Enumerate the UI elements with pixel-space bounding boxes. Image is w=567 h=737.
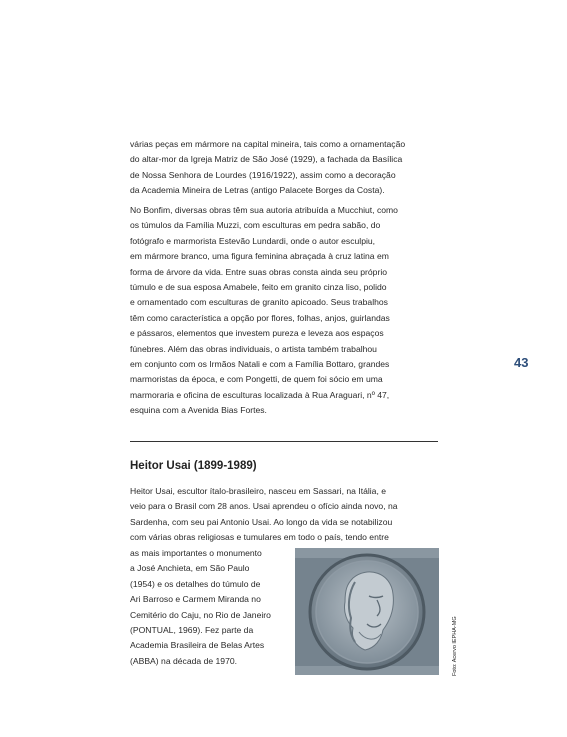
paragraph-line: têm como característica a opção por flores, folhas, anjos, guirlandas	[130, 312, 390, 323]
paragraph-line: os túmulos da Família Muzzi, com esculturas em pedra sabão, do	[130, 220, 381, 231]
section-heading: Heitor Usai (1899-1989)	[130, 460, 257, 472]
section-divider	[130, 441, 438, 442]
paragraph-line: e pássaros, elementos que investem pureza e leveza aos espaços	[130, 328, 384, 339]
paragraph-line: marmoristas da época, e com Pongetti, de quem foi sócio em uma	[130, 374, 383, 385]
paragraph-line: veio para o Brasil com 28 anos. Usai aprendeu o ofício ainda novo, na	[130, 501, 398, 512]
paragraph-line: várias peças em mármore na capital mineira, tais como a ornamentação	[130, 139, 406, 149]
paragraph-line: No Bonfim, diversas obras têm sua autoria atribuída a Mucchiut, como	[130, 205, 398, 215]
paragraph-line: (PONTUAL, 1969). Fez parte da	[130, 625, 254, 636]
paragraph-line: Cemitério do Caju, no Rio de Janeiro	[130, 609, 271, 620]
paragraph-line: com várias obras religiosas e tumulares em todo o país, tendo entre	[130, 532, 389, 543]
paragraph-line: Ari Barroso e Carmem Miranda no	[130, 594, 261, 605]
paragraph-line: Academia Brasileira de Belas Artes	[130, 640, 265, 651]
paragraph-line: (1954) e os detalhes do túmulo de	[130, 578, 261, 589]
paragraph-line: fotógrafo e marmorista Estevão Lundardi, onde o autor esculpiu,	[130, 235, 376, 246]
paragraph-line: a José Anchieta, em São Paulo	[130, 563, 250, 574]
paragraph-line: em conjunto com os Irmãos Natali e com a Família Bottaro, grandes	[130, 359, 390, 370]
paragraph-line: da Academia Mineira de Letras (antigo Palacete Borges da Costa).	[130, 185, 385, 196]
paragraph-3	[130, 484, 438, 546]
paragraph-line: forma de árvore da vida. Entre suas obras consta ainda seu próprio	[130, 266, 388, 277]
paragraph-line: (ABBA) na década de 1970.	[130, 655, 238, 666]
paragraph-1	[130, 137, 438, 199]
paragraph-line: esquina com a Avenida Bias Fortes.	[130, 405, 267, 416]
paragraph-line: Sardenha, com seu pai Antonio Usai. Ao longo da vida se notabilizou	[130, 516, 393, 527]
paragraph-line: túmulo e de sua esposa Amabele, feito em granito cinza liso, polido	[130, 282, 387, 293]
medallion-relief-icon	[295, 548, 439, 675]
paragraph-line: fúnebres. Além das obras individuais, o artista também trabalhou	[130, 343, 377, 354]
medallion-photo	[295, 548, 439, 675]
photo-credit: Foto: Acervo IEPHA-MG	[452, 616, 458, 676]
paragraph-line: e ornamentado com esculturas de granito apicoado. Seus trabalhos	[130, 297, 388, 308]
paragraph-line: as mais importantes o monumento	[130, 548, 262, 558]
paragraph-line: marmoraria e oficina de esculturas localizada à Rua Araguari, nº 47,	[130, 389, 390, 400]
paragraph-line: do altar-mor da Igreja Matriz de São José (1929), a fachada da Basílica	[130, 154, 403, 165]
paragraph-line: em mármore branco, uma figura feminina abraçada à cruz latina em	[130, 251, 389, 262]
page-number: 43	[514, 355, 529, 370]
paragraph-2	[130, 203, 438, 419]
paragraph-line: de Nossa Senhora de Lourdes (1916/1922), assim como a decoração	[130, 169, 396, 180]
paragraph-line: Heitor Usai, escultor ítalo-brasileiro, nasceu em Sassari, na Itália, e	[130, 486, 387, 496]
paragraph-3-wrapped	[130, 546, 288, 669]
